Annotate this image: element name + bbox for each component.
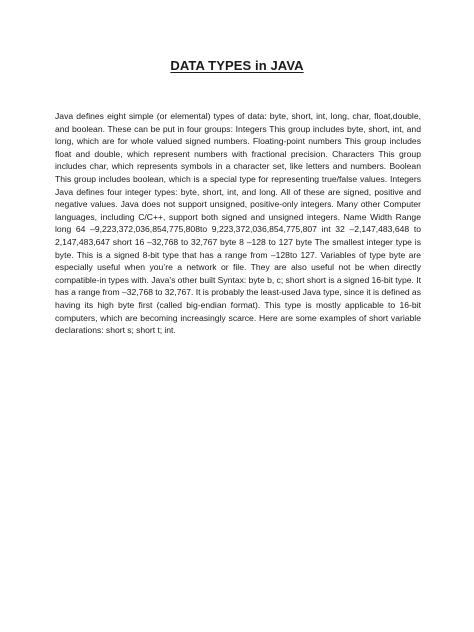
body-paragraph: Java defines eight simple (or elemental) types of data: byte, short, int, long, char, float,double, and boolean. These can be put in four groups: Integers This group includes byte, short, int, and long, which are for whole valued signed numbers. Floating-point numbers This group includes float and double, which represent numbers with fractional precision. Characters This group includes char, which represents symbols in a character set, like letters and numbers. Boolean This group includes boolean, which is a special type for representing true/false values. Integers Java defines four integer types: byte, short, int, and long. All of these are signed, positive and negative values. Java does not support unsigned, positive-only integers. Many other Computer languages, including C/C++, support both signed and unsigned integers. Name Width Range long 64 –9,223,372,036,854,775,808to 9,223,372,036,854,775,807 int 32 –2,147,483,648 to 2,147,483,647 short 16 –32,768 to 32,767 byte 8 –128 to 127 byte The smallest integer type is byte. This is a signed 8-bit type that has a range from –128to 127. Variables of type byte are especially useful when you’re a network or file. They are also useful not be when directly compatible-in types with. Java’s other built Syntax: byte b, c; short short is a signed 16-bit type. It has a range from –32,768 to 32,767. It is probably the least-used Java type, since it is defined as having its high byte first (called big-endian format). This type is mostly applicable to 16-bit computers, which are becoming increasingly scarce. Here are some examples of short variable declarations: short s; short t; int. [55, 111, 421, 336]
document-title: DATA TYPES in JAVA [170, 58, 304, 73]
